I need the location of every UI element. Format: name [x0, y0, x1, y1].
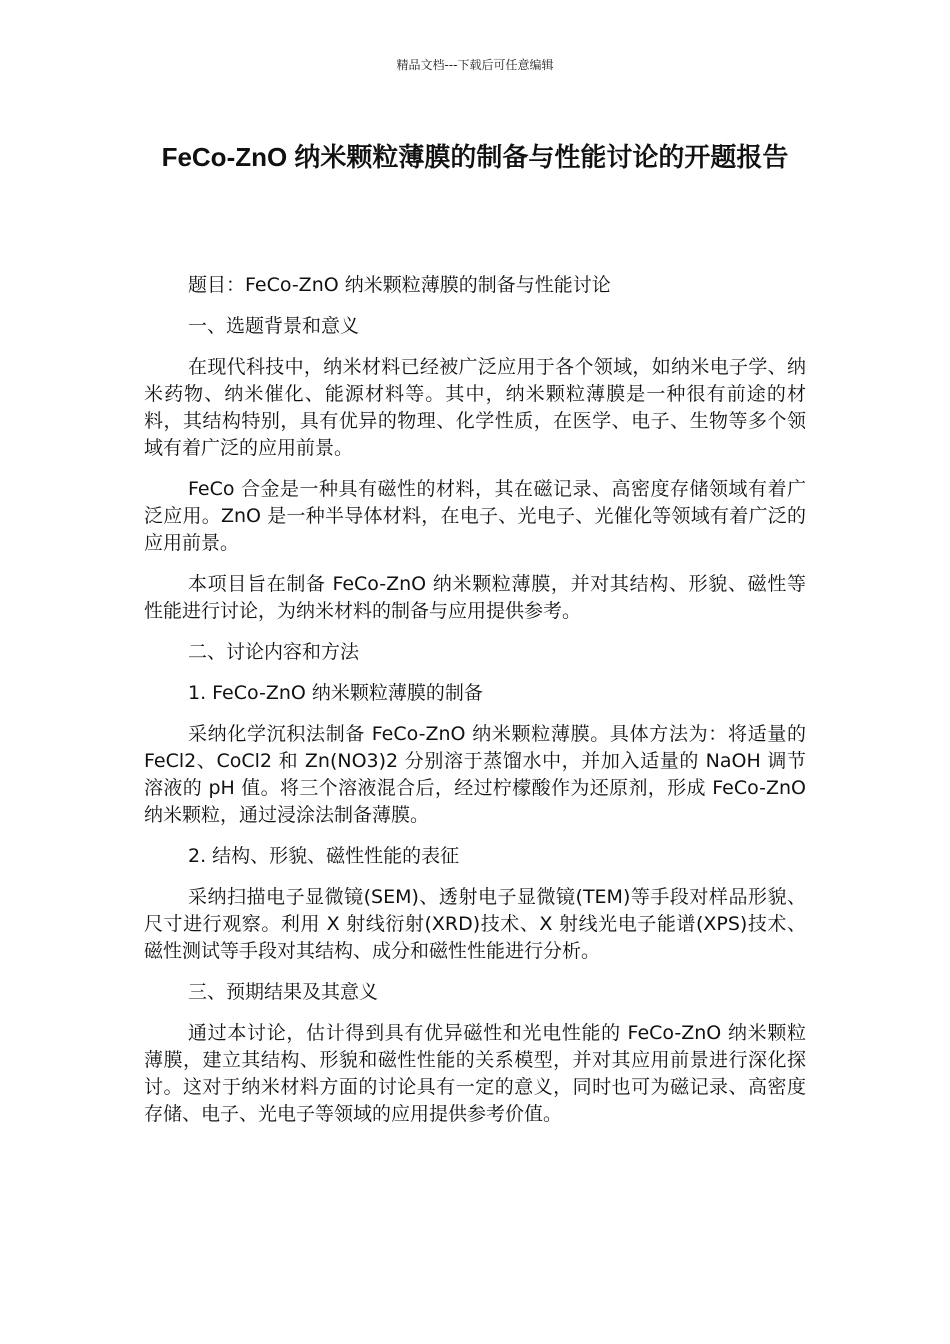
paragraph-preparation: 采纳化学沉积法制备 FeCo-ZnO 纳米颗粒薄膜。具体方法为：将适量的 FeCl2、CoCl2 和 Zn(NO3)2 分别溶于蒸馏水中，并加入适量的 NaOH 调节溶液的 pH 值。将三个溶液混合后，经过柠檬酸作为还原剂，形成 FeCo-ZnO 纳米颗粒，通过浸涂法制备薄膜。 [144, 723, 806, 826]
section-heading-methods: 二、讨论内容和方法 [188, 641, 360, 663]
section-heading-expected-results: 三、预期结果及其意义 [188, 981, 379, 1003]
page-header-watermark: 精品文档---下载后可任意编辑 [396, 58, 554, 72]
paragraph-background-2: FeCo 合金是一种具有磁性的材料，其在磁记录、高密度存储领域有着广泛应用。ZnO 是一种半导体材料，在电子、光电子、光催化等领域有着广泛的应用前景。 [144, 478, 806, 554]
subheading-preparation: 1. FeCo-ZnO 纳米颗粒薄膜的制备 [188, 682, 483, 704]
subheading-characterization: 2. 结构、形貌、磁性性能的表征 [188, 845, 460, 867]
paragraph-characterization: 采纳扫描电子显微镜(SEM)、透射电子显微镜(TEM)等手段对样品形貌、尺寸进行观察。利用 X 射线衍射(XRD)技术、X 射线光电子能谱(XPS)技术、磁性测试等手段对其结构、成分和磁性性能进行分析。 [144, 886, 806, 962]
paragraph-expected-results: 通过本讨论，估计得到具有优异磁性和光电性能的 FeCo-ZnO 纳米颗粒薄膜，建立其结构、形貌和磁性性能的关系模型，并对其应用前景进行深化探讨。这对于纳米材料方面的讨论具有一定的意义，同时也可为磁记录、高密度存储、电子、光电子等领域的应用提供参考价值。 [144, 1022, 806, 1125]
section-heading-background: 一、选题背景和意义 [188, 315, 360, 337]
document-title: FeCo-ZnO 纳米颗粒薄膜的制备与性能讨论的开题报告 [161, 142, 789, 172]
paragraph-background-3: 本项目旨在制备 FeCo-ZnO 纳米颗粒薄膜，并对其结构、形貌、磁性等性能进行讨论，为纳米材料的制备与应用提供参考。 [144, 573, 806, 622]
document-body [144, 272, 806, 1142]
topic-line: 题目：FeCo-ZnO 纳米颗粒薄膜的制备与性能讨论 [188, 274, 611, 296]
paragraph-background-1: 在现代科技中，纳米材料已经被广泛应用于各个领域，如纳米电子学、纳米药物、纳米催化、能源材料等。其中，纳米颗粒薄膜是一种很有前途的材料，其结构特别，具有优异的物理、化学性质，在医学、电子、生物等多个领域有着广泛的应用前景。 [144, 356, 806, 459]
